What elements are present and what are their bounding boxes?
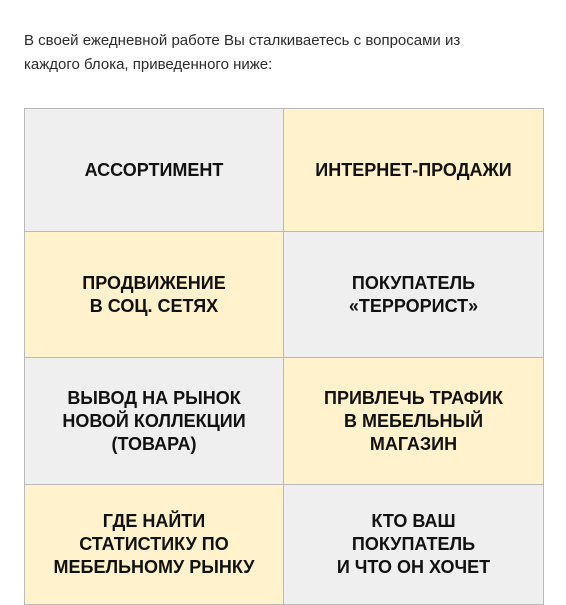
topic-label-line: «ТЕРРОРИСТ» [348, 295, 479, 316]
topic-label [324, 387, 503, 456]
topic-label-line: МАГАЗИН [369, 433, 458, 454]
topic-cell-assortment [25, 109, 284, 232]
topic-label-line: ПОКУПАТЕЛЬ [351, 534, 476, 554]
topic-label-line: КТО ВАШ [371, 511, 456, 531]
topic-label-line: АССОРТИМЕНТ [84, 159, 224, 180]
topic-label [315, 159, 511, 182]
topic-label-line: В СОЦ. СЕТЯХ [89, 295, 219, 316]
topics-grid [24, 108, 544, 605]
topic-cell-store-traffic [284, 358, 544, 485]
topic-cell-buyer-needs [284, 485, 544, 605]
intro-line: каждого блока, приведенного ниже: [24, 56, 273, 73]
topic-label [54, 510, 255, 579]
topic-label-line: И ЧТО ОН ХОЧЕТ [336, 557, 491, 577]
topic-label-line: ПОКУПАТЕЛЬ [351, 272, 476, 293]
topic-label [85, 159, 224, 182]
topic-label-line: ГДЕ НАЙТИ [102, 511, 206, 531]
topic-cell-internet-sales [284, 109, 544, 232]
intro-text [24, 29, 544, 77]
topic-label [349, 272, 478, 318]
topic-label-line: ПРОДВИЖЕНИЕ [82, 272, 226, 293]
intro-line: В своей ежедневной работе Вы сталкиваетесь с вопросами из [24, 32, 461, 49]
topic-cell-social-promotion [25, 232, 284, 358]
topic-label [82, 272, 225, 318]
topic-label [62, 387, 245, 456]
topic-cell-terrorist-buyer [284, 232, 544, 358]
topic-label-line: ВЫВОД НА РЫНОК [67, 387, 241, 408]
topic-label-line: ПРИВЛЕЧЬ ТРАФИК [324, 387, 503, 408]
topic-label-line: ИНТЕРНЕТ-ПРОДАЖИ [315, 159, 512, 180]
topic-cell-new-collection [25, 358, 284, 485]
topic-label-line: МЕБЕЛЬНОМУ РЫНКУ [53, 557, 255, 577]
topic-cell-market-statistics [25, 485, 284, 605]
topic-label-line: НОВОЙ КОЛЛЕКЦИИ [62, 410, 246, 431]
topic-label-line: В МЕБЕЛЬНЫЙ [343, 410, 484, 431]
topic-label [337, 510, 490, 579]
topic-label-line: (ТОВАРА) [111, 433, 197, 454]
topic-label-line: СТАТИСТИКУ ПО [79, 534, 229, 554]
